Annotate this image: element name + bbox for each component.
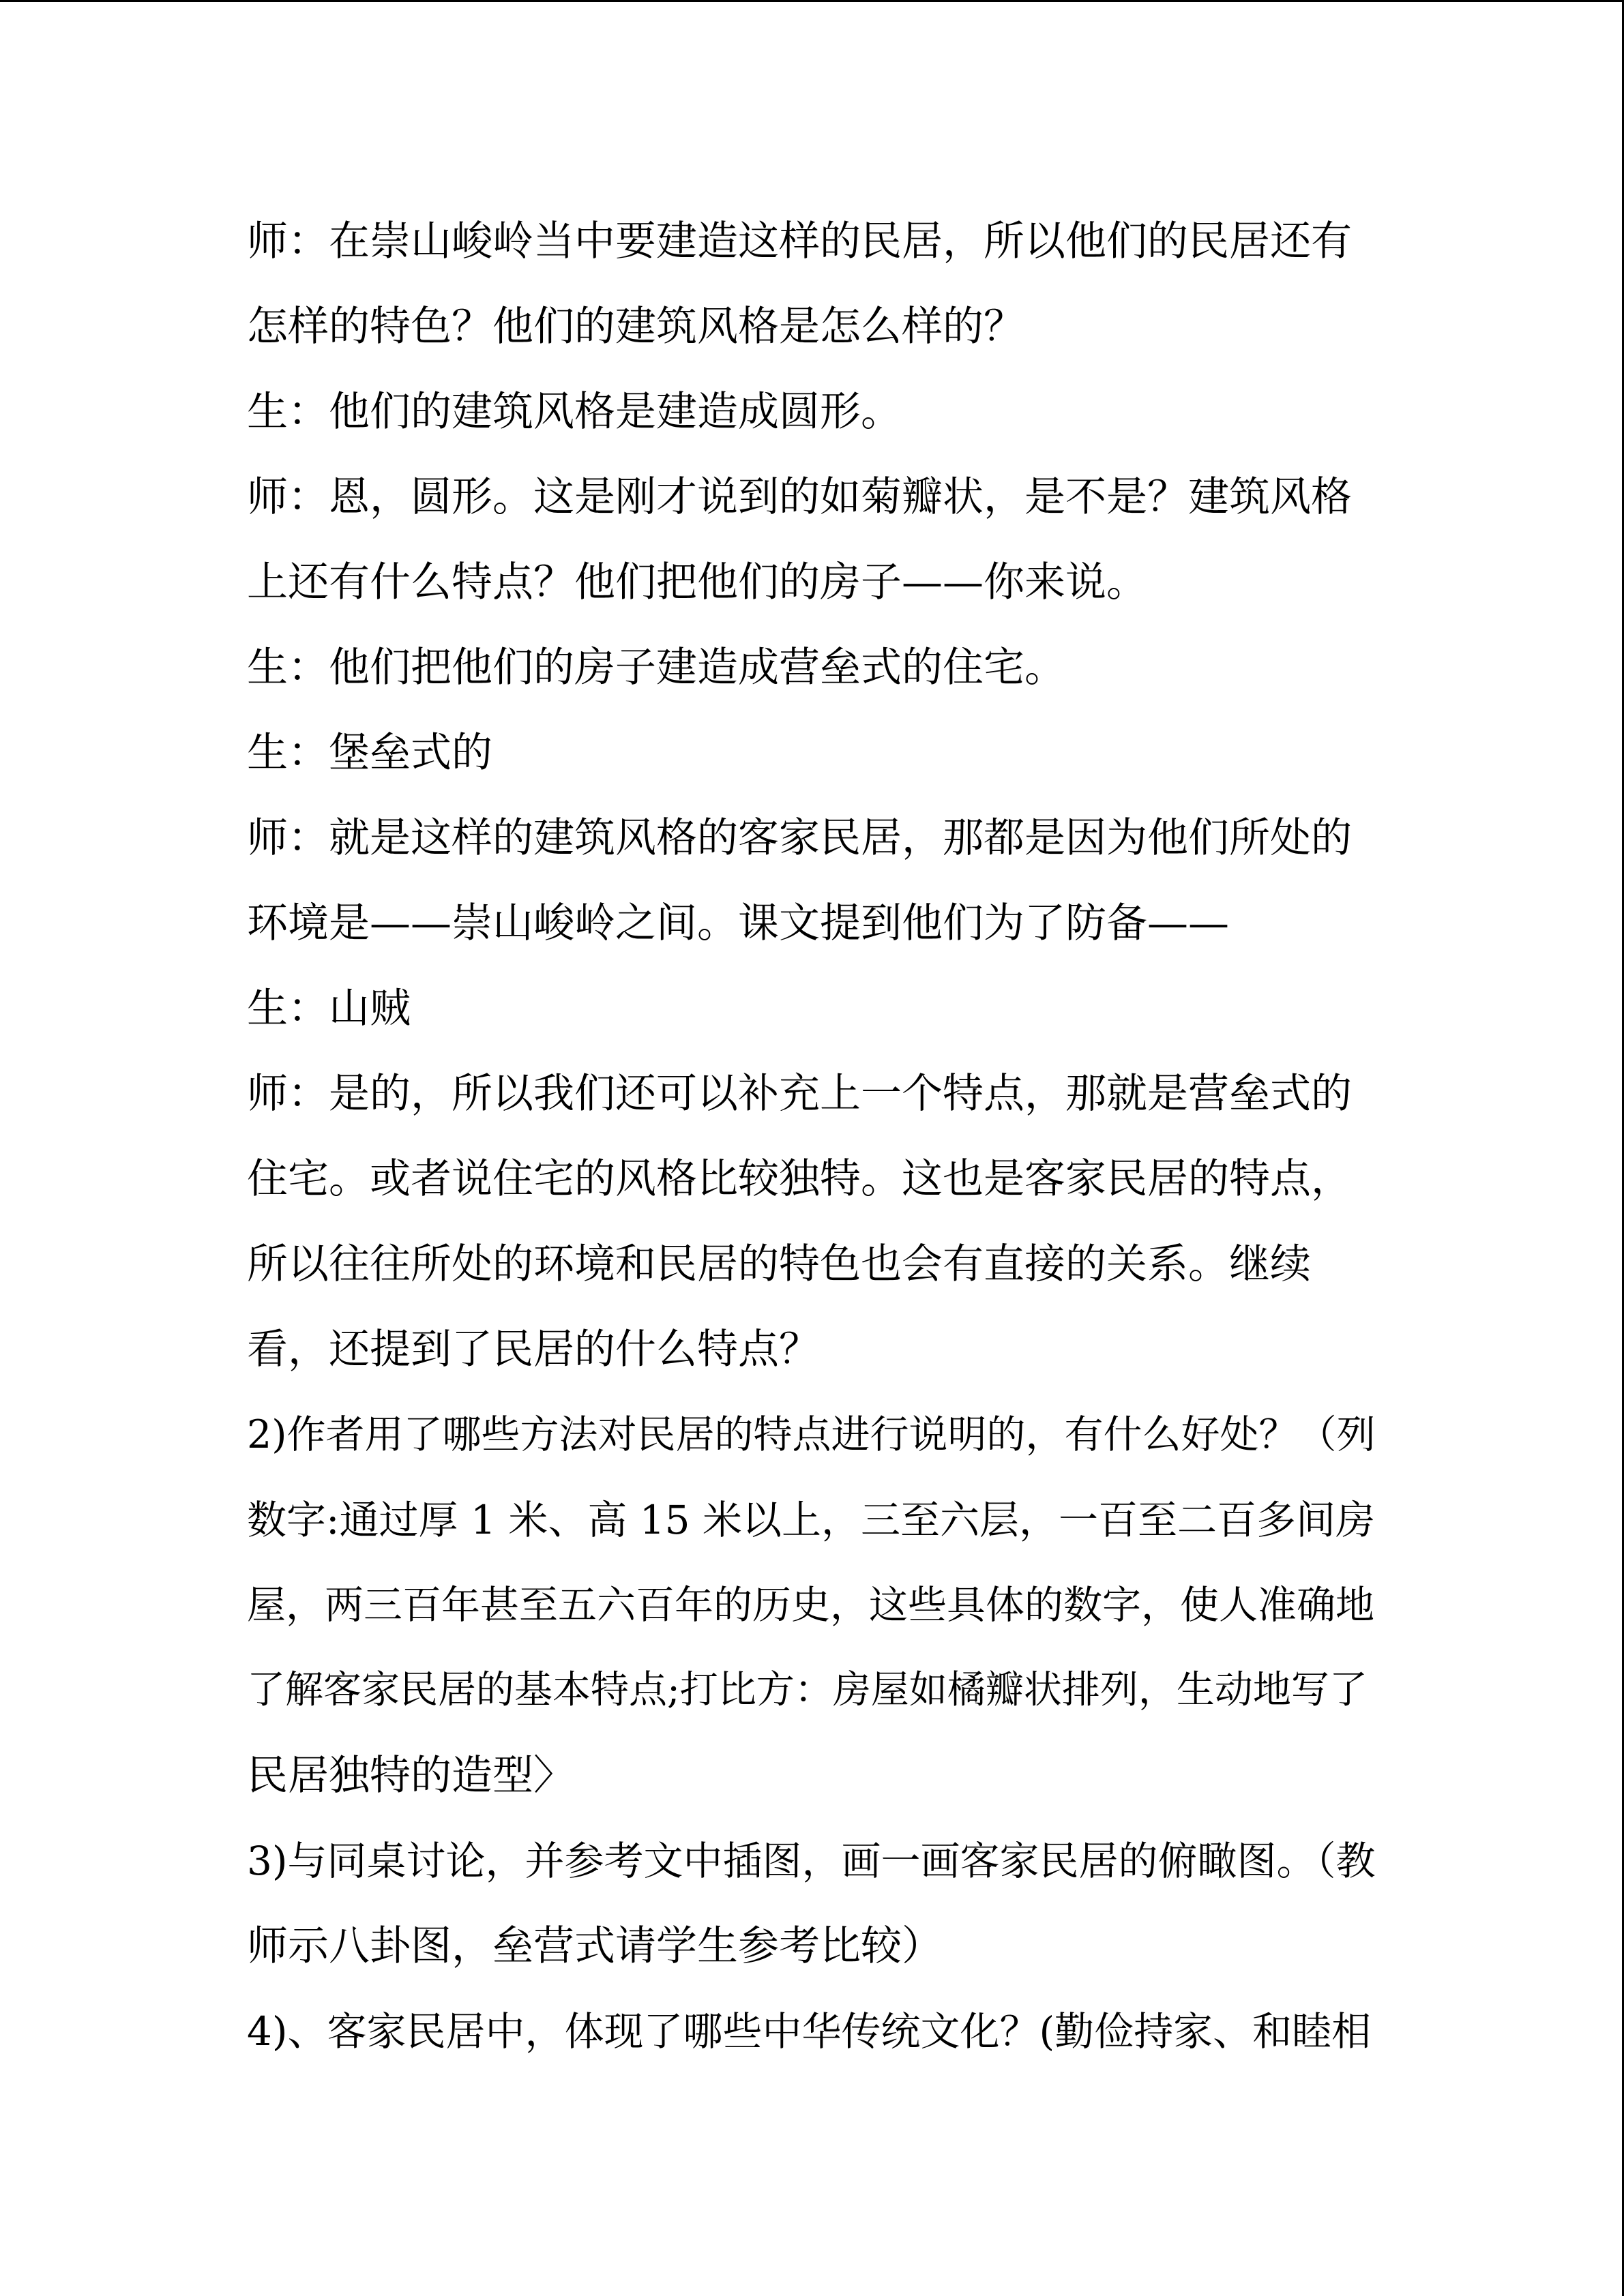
text-line: 师示八卦图，垒营式请学生参考比较） (247, 1922, 943, 1970)
text-line: 生：山贼 (247, 985, 411, 1032)
text-line: 2)作者用了哪些方法对民居的特点进行说明的，有什么好处？（列 (247, 1412, 1376, 1457)
text-line: 师：在崇山峻岭当中要建造这样的民居，所以他们的民居还有 (247, 218, 1352, 265)
text-line: 屋，两三百年甚至五六百年的历史，这些具体的数字，使人准确地 (247, 1583, 1374, 1628)
text-line: 上还有什么特点？他们把他们的房子——你来说。 (247, 558, 1147, 606)
text-line: 了解客家民居的基本特点;打比方：房屋如橘瓣状排列，生动地写了 (247, 1668, 1368, 1712)
text-line: 所以往往所处的环境和民居的特色也会有直接的关系。继续 (247, 1240, 1311, 1288)
text-line: 数字:通过厚 1 米、高 15 米以上，三至六层，一百至二百多间房 (247, 1497, 1375, 1543)
text-line: 看，还提到了民居的什么特点？ (247, 1326, 820, 1373)
text-line: 3)与同桌讨论，并参考文中插图，画一画客家民居的俯瞰图。（教 (247, 1838, 1376, 1884)
text-line: 环境是——崇山峻岭之间。课文提到他们为了防备—— (247, 899, 1229, 947)
text-line: 师：是的，所以我们还可以补充上一个特点，那就是营垒式的 (247, 1070, 1352, 1118)
text-line: 生：堡垒式的 (247, 729, 492, 777)
text-line: 生：他们把他们的房子建造成营垒式的住宅。 (247, 644, 1065, 691)
text-line: 师：恩，圆形。这是刚才说到的如菊瓣状，是不是？建筑风格 (247, 473, 1352, 521)
text-line: 民居独特的造型〉 (247, 1752, 574, 1800)
text-line: 师：就是这样的建筑风格的客家民居，那都是因为他们所处的 (247, 814, 1352, 862)
text-line: 住宅。或者说住宅的风格比较独特。这也是客家民居的特点， (247, 1155, 1352, 1203)
text-line: 怎样的特色？他们的建筑风格是怎么样的？ (247, 303, 1024, 351)
text-line: 4)、客家民居中，体现了哪些中华传统文化？(勤俭持家、和睦相 (247, 2008, 1372, 2055)
text-line: 生：他们的建筑风格是建造成圆形。 (247, 388, 902, 436)
